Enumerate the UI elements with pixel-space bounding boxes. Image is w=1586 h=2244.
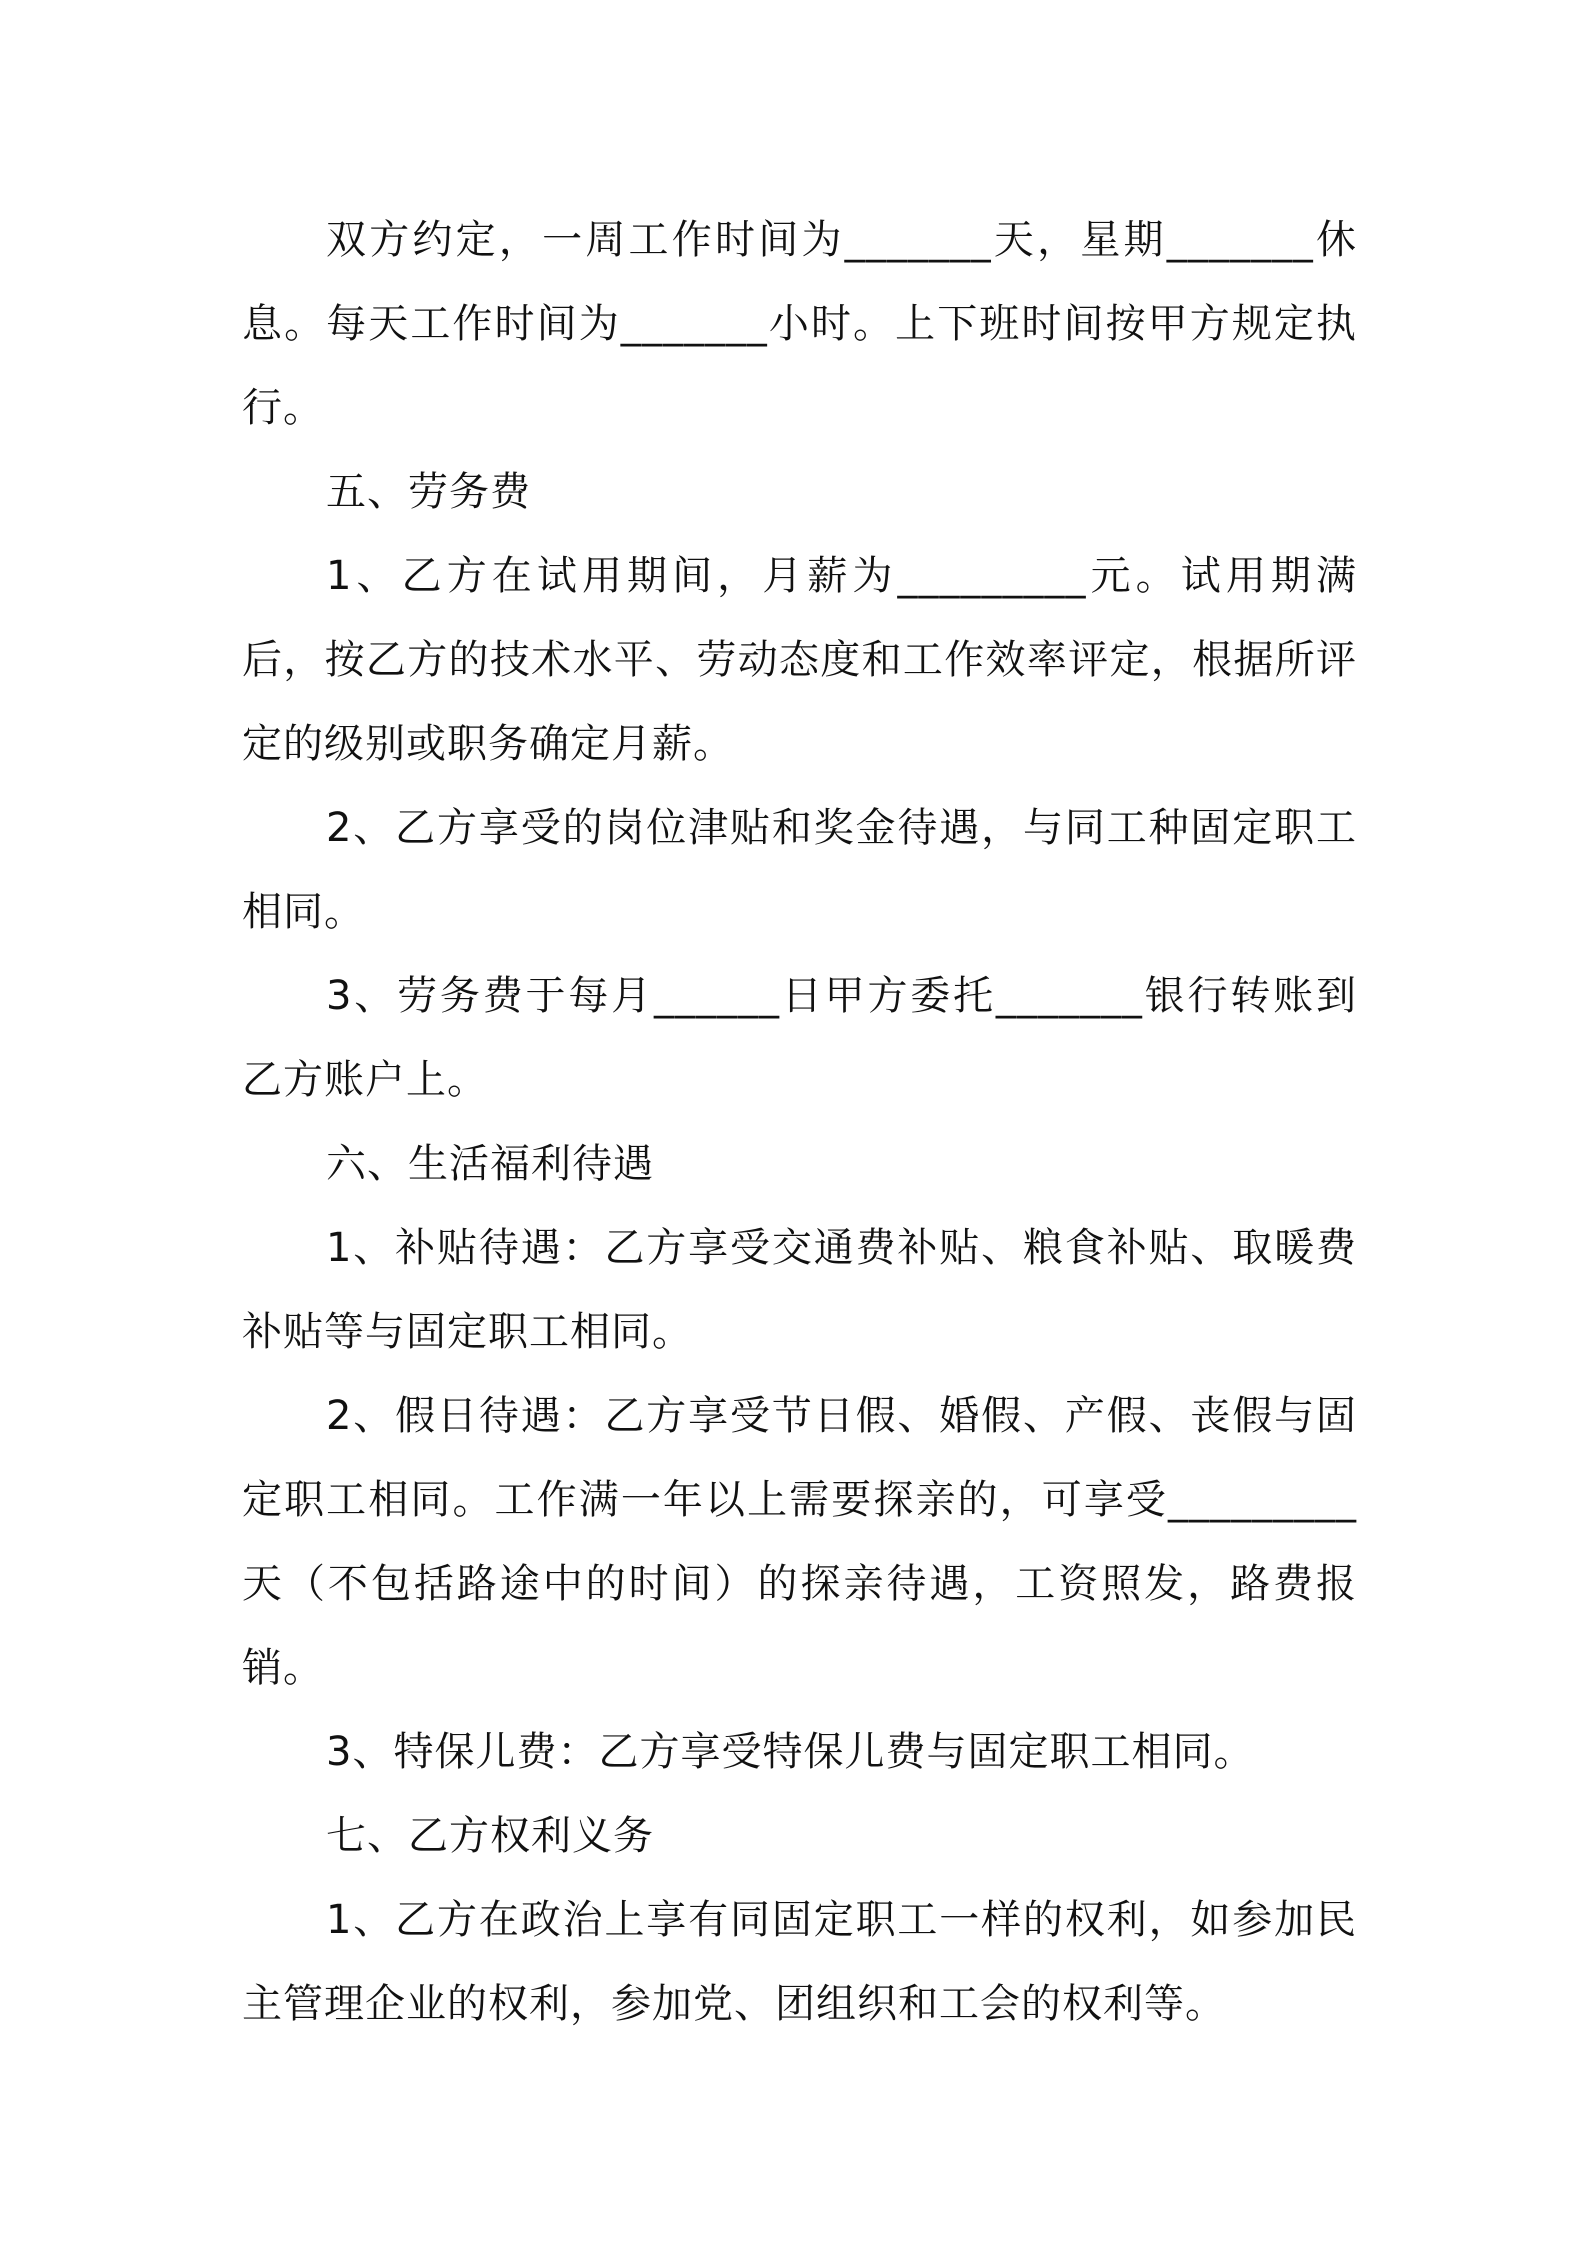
paragraph-subsidy: 1、补贴待遇：乙方享受交通费补贴、粮食补贴、取暖费补贴等与固定职工相同。 [242, 1225, 1357, 1355]
section-heading-rights-duties: 七、乙方权利义务 [326, 1813, 654, 1859]
paragraph-work-schedule: 双方约定，一周工作时间为_______天，星期_______休息。每天工作时间为_______小时。上下班时间按甲方规定执行。 [242, 217, 1357, 431]
paragraph-child-fee: 3、特保儿费：乙方享受特保儿费与固定职工相同。 [326, 1729, 1255, 1775]
document-body [242, 198, 1357, 2046]
paragraph-payment-transfer: 3、劳务费于每月______日甲方委托_______银行转账到乙方账户上。 [242, 973, 1357, 1103]
section-heading-welfare: 六、生活福利待遇 [326, 1141, 654, 1187]
paragraph-holiday: 2、假日待遇：乙方享受节日假、婚假、产假、丧假与固定职工相同。工作满一年以上需要探亲的，可享受_________天（不包括路途中的时间）的探亲待遇，工资照发，路费报销。 [242, 1393, 1357, 1691]
section-heading-labor-fee: 五、劳务费 [326, 469, 531, 515]
paragraph-political-rights: 1、乙方在政治上享有同固定职工一样的权利，如参加民主管理企业的权利，参加党、团组织和工会的权利等。 [242, 1897, 1357, 2027]
paragraph-allowance-bonus: 2、乙方享受的岗位津贴和奖金待遇，与同工种固定职工相同。 [242, 805, 1357, 935]
paragraph-probation-salary: 1、乙方在试用期间，月薪为_________元。试用期满后，按乙方的技术水平、劳动态度和工作效率评定，根据所评定的级别或职务确定月薪。 [242, 553, 1357, 767]
